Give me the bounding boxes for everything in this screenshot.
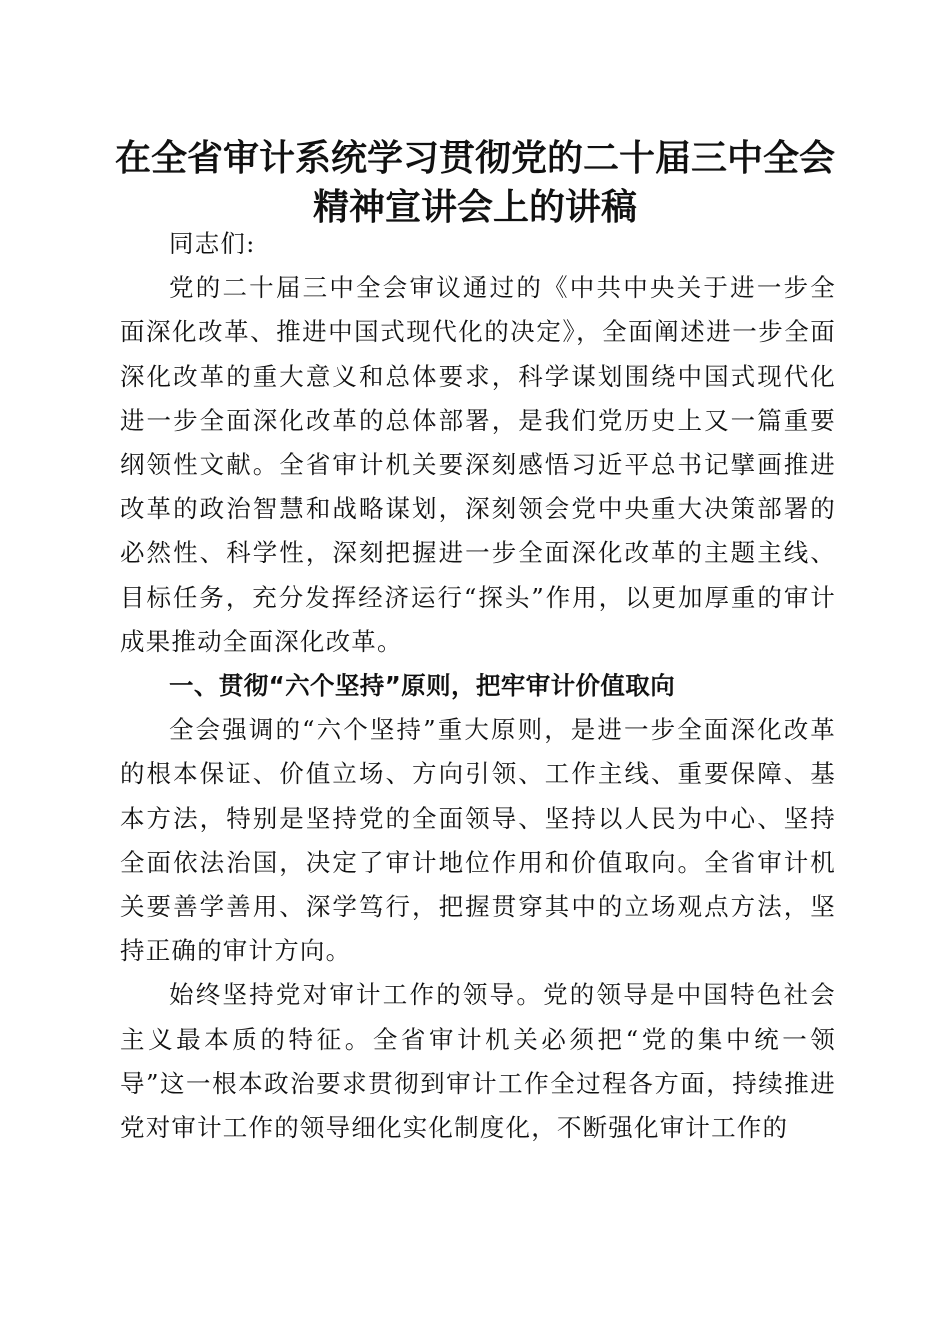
document-title-line-2: 精神宣讲会上的讲稿 bbox=[312, 186, 637, 228]
paragraph-six-principles: 全会强调的“六个坚持”重大原则，是进一步全面深化改革的根本保证、价值立场、方向引领、工作主线、重要保障、基本方法，特别是坚持党的全面领导、坚持以人民为中心、坚持全面依法治国，决定了审计地位作用和价值取向。全省审计机关要善学善用、深学笃行，把握贯穿其中的立场观点方法，坚持正确的审计方向。 bbox=[120, 715, 836, 966]
document-body bbox=[120, 222, 836, 1150]
section-heading-1: 一、贯彻“六个坚持”原则，把牢审计价值取向 bbox=[169, 671, 676, 701]
paragraph-intro: 党的二十届三中全会审议通过的《中共中央关于进一步全面深化改革、推进中国式现代化的决定》，全面阐述进一步全面深化改革的重大意义和总体要求，科学谋划围绕中国式现代化进一步全面深化改革的总体部署，是我们党历史上又一篇重要纲领性文献。全省审计机关要深刻感悟习近平总书记擘画推进改革的政治智慧和战略谋划，深刻领会党中央重大决策部署的必然性、科学性，深刻把握进一步全面深化改革的主题主线、目标任务，充分发挥经济运行“探头”作用，以更加厚重的审计成果推动全面深化改革。 bbox=[120, 273, 836, 656]
document-title-line-1: 在全省审计系统学习贯彻党的二十届三中全会 bbox=[114, 137, 835, 179]
paragraph-party-leadership: 始终坚持党对审计工作的领导。党的领导是中国特色社会主义最本质的特征。全省审计机关必须把“党的集中统一领导”这一根本政治要求贯彻到审计工作全过程各方面，持续推进党对审计工作的领导细化实化制度化，不断强化审计工作的 bbox=[120, 980, 836, 1143]
salutation: 同志们: bbox=[169, 229, 256, 258]
